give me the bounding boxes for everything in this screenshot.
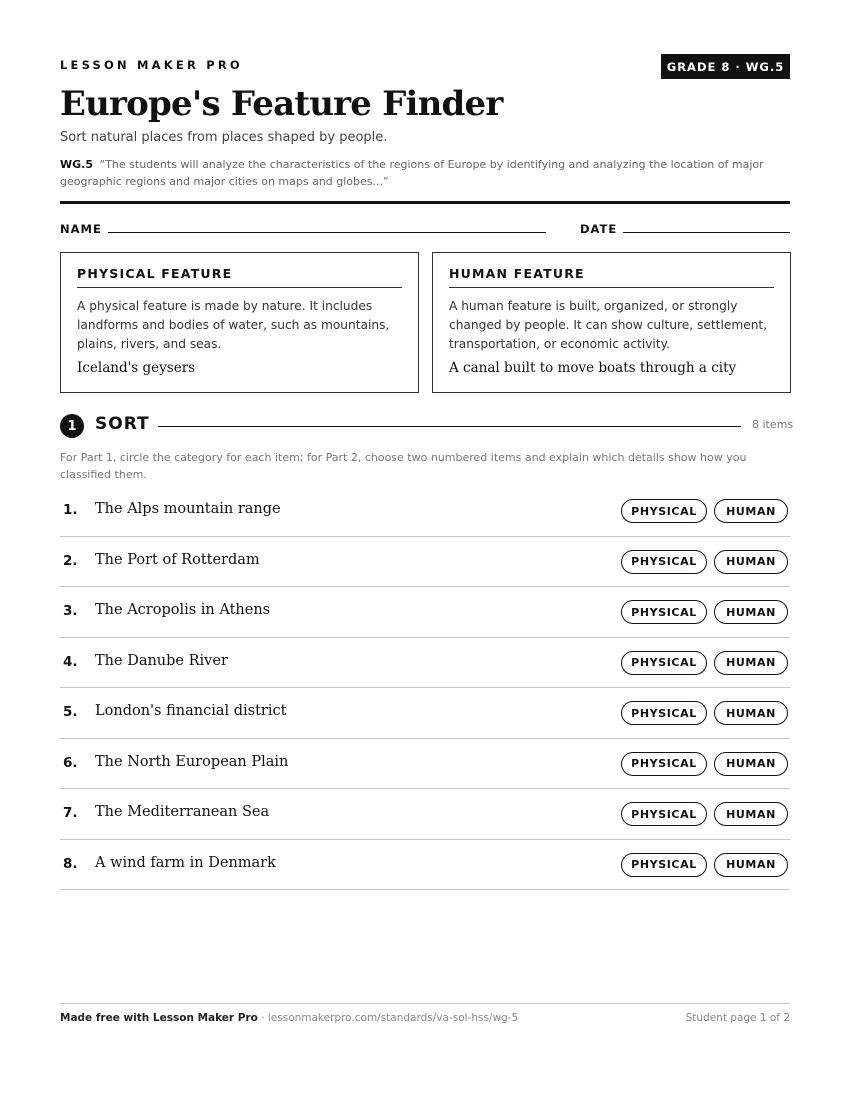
list-item: [60, 739, 790, 790]
footer-credit: [60, 1012, 518, 1024]
footer-made-by: Made free with Lesson Maker Pro: [60, 1012, 258, 1024]
physical-choice[interactable]: PHYSICAL: [621, 651, 707, 675]
item-number: 3.: [63, 603, 78, 619]
name-label: NAME: [60, 222, 102, 236]
list-item: [60, 537, 790, 588]
item-number: 5.: [63, 704, 78, 720]
page-indicator: Student page 1 of 2: [685, 1012, 790, 1024]
human-choice[interactable]: HUMAN: [714, 499, 788, 523]
card-description: A human feature is built, organized, or strongly changed by people. It can show culture, settlement, transportation, or economic activity.: [449, 299, 768, 351]
physical-feature-card: [60, 252, 419, 393]
physical-choice[interactable]: PHYSICAL: [621, 499, 707, 523]
physical-choice[interactable]: PHYSICAL: [621, 550, 707, 574]
physical-choice[interactable]: PHYSICAL: [621, 802, 707, 826]
item-text: The Alps mountain range: [95, 501, 281, 517]
card-example: Iceland's geysers: [77, 360, 196, 376]
human-choice[interactable]: HUMAN: [714, 802, 788, 826]
human-choice[interactable]: HUMAN: [714, 550, 788, 574]
item-count: 8 items: [752, 418, 794, 431]
name-field[interactable]: [108, 232, 546, 233]
card-example: A canal built to move boats through a city: [449, 360, 737, 376]
card-description: A physical feature is made by nature. It includes landforms and bodies of water, such as mountains, plains, rivers, and seas.: [77, 299, 390, 351]
section-number: 1: [60, 414, 84, 438]
human-choice[interactable]: HUMAN: [714, 853, 788, 877]
brand-logo-text: LESSON MAKER PRO: [60, 58, 243, 72]
footer-divider: [60, 1003, 790, 1004]
human-choice[interactable]: HUMAN: [714, 600, 788, 624]
standard-quote: “The students will analyze the characteristics of the regions of Europe by identifying and analyzing the location of major geographic regions and major cities on maps and globes...”: [60, 158, 764, 188]
standard-text: [60, 156, 780, 190]
sort-item-list: [60, 486, 790, 890]
physical-choice[interactable]: PHYSICAL: [621, 853, 707, 877]
item-number: 8.: [63, 855, 78, 872]
physical-choice[interactable]: PHYSICAL: [621, 600, 707, 624]
item-number: 7.: [63, 805, 78, 821]
item-number: 4.: [63, 653, 78, 670]
list-item: [60, 688, 790, 739]
item-number: 1.: [63, 502, 78, 518]
list-item: [60, 638, 790, 689]
item-text: A wind farm in Denmark: [95, 854, 276, 871]
instructions: For Part 1, circle the category for each item; for Part 2, choose two numbered items and explain which details show how you classified them.: [60, 451, 747, 481]
header-divider: [60, 201, 790, 204]
item-number: 6.: [63, 754, 78, 771]
page-subtitle: Sort natural places from places shaped by people.: [60, 130, 388, 145]
date-field[interactable]: [623, 232, 790, 233]
footer-link[interactable]: · lessonmakerpro.com/standards/va-sol-hss/wg-5: [257, 1012, 519, 1024]
page-title: Europe's Feature Finder: [60, 84, 503, 124]
list-item: [60, 587, 790, 638]
human-feature-card: [432, 252, 791, 393]
standard-code: WG.5: [60, 158, 93, 171]
human-choice[interactable]: HUMAN: [714, 701, 788, 725]
item-text: The Port of Rotterdam: [95, 551, 260, 568]
human-choice[interactable]: HUMAN: [714, 651, 788, 675]
section-divider: [158, 426, 741, 427]
card-title: PHYSICAL FEATURE: [77, 266, 402, 288]
human-choice[interactable]: HUMAN: [714, 752, 788, 776]
physical-choice[interactable]: PHYSICAL: [621, 701, 707, 725]
date-label: DATE: [580, 222, 618, 236]
list-item: [60, 840, 790, 891]
item-text: The Danube River: [95, 652, 228, 669]
item-text: The Mediterranean Sea: [95, 804, 270, 820]
list-item: [60, 486, 790, 537]
item-text: London's financial district: [95, 703, 287, 719]
card-title: HUMAN FEATURE: [449, 266, 774, 288]
item-text: The North European Plain: [95, 753, 289, 770]
item-text: The Acropolis in Athens: [95, 602, 271, 618]
item-number: 2.: [63, 552, 78, 569]
grade-badge: GRADE 8 · WG.5: [661, 54, 790, 79]
section-title: SORT: [95, 414, 150, 434]
list-item: [60, 789, 790, 840]
physical-choice[interactable]: PHYSICAL: [621, 752, 707, 776]
